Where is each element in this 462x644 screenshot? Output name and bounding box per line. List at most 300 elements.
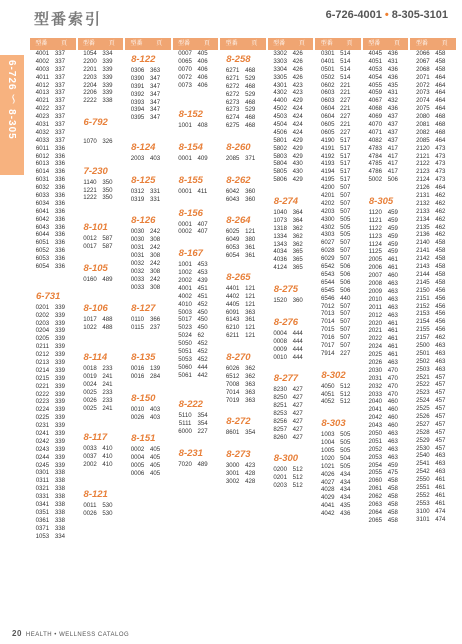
model-number: 0393 [130,98,145,106]
series-heading: 8-300 [273,453,299,465]
page-ref: 459 [387,248,398,256]
model-number: 4033 [35,136,50,144]
page-ref: 339 [54,311,66,319]
index-row [268,474,314,482]
model-number: 2003 [130,155,145,163]
model-number: 2503 [416,365,430,373]
page-ref: 417 [387,144,398,152]
index-row [268,394,314,402]
index-row [30,477,76,485]
page-ref: 338 [54,469,66,477]
page-ref: 361 [245,244,256,252]
page-ref: 463 [387,303,398,311]
index-row [268,176,314,184]
column-header-label: 型番 [35,41,48,47]
series-heading: 8-231 [178,447,203,459]
model-number: 4784 [368,152,383,160]
model-number: 4052 [320,398,335,406]
page-ref: 505 [340,431,351,439]
page-ref: 354 [197,420,208,428]
model-number: 7914 [320,349,335,357]
index-row [410,216,456,224]
page-ref: 427 [292,433,303,441]
model-number: 0001 [178,220,192,228]
model-number [220,204,245,212]
index-row [125,91,171,99]
index-row [220,228,266,236]
page-ref [150,292,171,300]
model-number: 4001 [35,50,50,57]
index-row [30,153,76,161]
model-number: 1123 [368,232,382,240]
side-index-tab[interactable] [0,55,24,175]
index-row [220,260,266,268]
page-ref: 459 [387,224,398,232]
page-ref: 405 [149,446,161,454]
model-number: 8601 [225,429,240,437]
model-number: 0395 [130,114,145,122]
page-ref: 468 [435,113,446,121]
model-number: 0201 [35,303,50,311]
index-row [315,406,361,414]
index-row [125,244,171,252]
model-number: 2154 [416,318,430,326]
page-ref: 363 [245,380,256,388]
page-ref: 339 [54,343,66,351]
model-number: 4405 [225,300,240,308]
index-row [410,429,456,437]
page-ref [245,340,266,348]
page-ref: 429 [292,97,303,105]
model-number: 8230 [273,386,287,394]
index-row [268,217,314,225]
page-ref: 461 [387,327,398,335]
page-ref [150,204,171,212]
series-heading: 8-302 [321,369,346,381]
index-row [410,279,456,287]
page-ref: 458 [387,493,398,501]
index-row [410,374,456,382]
page-ref: 461 [387,335,398,343]
model-number: 4011 [35,73,49,81]
index-row [363,414,409,422]
model-number: 4082 [368,136,383,144]
column-header-label: 型番 [82,41,95,47]
model-number: 4400 [273,97,287,105]
page-ref: 517 [340,136,351,144]
index-row [363,469,409,477]
index-row [173,420,219,428]
model-number: 2529 [416,436,430,444]
model-number: 2203 [83,73,97,81]
page-ref [245,130,266,138]
page-ref: 337 [54,105,66,113]
model-number: 0010 [130,405,145,413]
model-number [268,442,293,450]
page-ref: 450 [197,316,208,324]
index-row [363,493,409,501]
page-ref [102,130,123,138]
model-number: 2074 [416,97,430,105]
model-number: 2521 [416,373,430,381]
model-number [363,184,388,192]
model-number: 2121 [416,152,430,160]
page-ref: 468 [245,122,256,130]
index-row [78,340,124,348]
model-number: 2524 [416,397,430,405]
page-ref: 506 [340,286,351,294]
model-number: 0351 [35,508,50,516]
page-ref: 463 [435,365,446,373]
model-number: 4023 [35,113,50,121]
page-ref: 507 [340,334,351,342]
page-ref: 336 [54,144,66,152]
index-row [363,517,409,525]
page-ref: 326 [102,138,113,146]
model-number: 6143 [225,316,240,324]
model-number: 2053 [368,453,383,461]
index-row [410,231,456,239]
page-ref: 474 [435,507,446,515]
page-ref: 362 [245,365,256,373]
page-ref: 452 [197,348,208,356]
page-ref [102,210,123,218]
index-row [173,97,219,105]
index-row [315,255,361,263]
model-number: 6054 [225,252,240,260]
page-ref: 233 [102,396,113,404]
model-number: 7019 [225,396,240,404]
index-row [268,105,314,113]
page-ref: 444 [292,329,303,337]
page-ref: 460 [387,414,398,422]
model-number: 6033 [35,192,50,200]
index-row [125,316,171,324]
index-row [78,324,124,332]
page-ref: 432 [387,97,398,105]
index-row [173,130,219,138]
page-ref: 339 [54,374,66,382]
index-row [410,129,456,137]
index-row [30,184,76,192]
model-number: 0033 [130,283,145,291]
index-row [363,398,409,406]
index-row [268,58,314,66]
index-row [268,225,314,233]
index-row [315,145,361,153]
column-header-label: 型番 [225,41,238,47]
page-ref: 339 [54,303,66,311]
index-row [78,412,124,420]
index-row [363,113,409,121]
model-number: 2206 [83,89,97,97]
model-number: 4026 [320,470,335,478]
page-ref: 470 [387,374,398,382]
model-number: 0017 [83,243,97,251]
index-row [173,348,219,356]
index-row [315,153,361,161]
model-number: 1002 [178,269,192,277]
page-ref: 456 [435,318,446,326]
page-title: 型番索引 [34,11,103,28]
model-number: 1001 [178,261,192,269]
index-row [220,332,266,340]
model-number: 0212 [35,351,50,359]
page-ref: 463 [435,468,446,476]
page-ref: 463 [387,437,398,445]
series-heading: 8-277 [273,373,299,385]
model-number: 6042 [35,215,50,223]
index-row [363,97,409,105]
page-ref [102,412,123,420]
series-heading: 8-273 [226,449,251,461]
page-ref: 339 [54,406,66,414]
model-number [220,437,245,445]
model-number: 1120 [368,209,382,217]
index-row [220,340,266,348]
model-number: 0222 [35,390,50,398]
index-row [363,501,409,509]
page-ref: 475 [387,469,398,477]
model-number: 0008 [273,337,287,345]
model-number: 4032 [35,128,50,136]
page-ref: 339 [102,81,113,89]
index-row [363,438,409,446]
column-header-label: 頁 [394,41,401,47]
index-row [173,228,219,236]
model-number [220,163,245,171]
page-ref: 507 [340,341,351,349]
page-ref: 242 [149,244,161,252]
model-number: 2500 [416,341,430,349]
model-number: 2055 [368,469,383,477]
index-row [220,236,266,244]
index-row [363,454,409,462]
index-row [220,316,266,324]
page-ref: 338 [54,485,66,493]
index-row [220,91,266,99]
index-row [78,97,124,105]
series-heading: 8-122 [131,54,156,65]
page-ref: 336 [54,223,66,231]
model-number: 6053 [35,255,50,263]
index-row [315,447,361,455]
model-number: 2033 [368,390,383,398]
index-row [363,168,409,176]
index-row [315,383,361,391]
column-header [78,38,124,50]
model-number: 2061 [368,485,383,493]
series-heading: 8-275 [273,284,299,296]
page-ref: 363 [245,388,256,396]
index-row [315,295,361,303]
index-row [78,510,124,518]
index-row [173,261,219,269]
model-number: 1140 [83,178,97,186]
index-row [363,217,409,225]
index-row [410,381,456,389]
page-ref: 457 [435,405,446,413]
page-ref: 336 [54,255,66,263]
index-row [30,525,76,533]
index-row [410,239,456,247]
page-ref: 456 [435,286,446,294]
model-number: 0011 [83,501,97,509]
model-number [220,260,245,268]
page-ref: 507 [340,310,351,318]
index-row [363,343,409,351]
page-ref: 442 [197,371,208,379]
index-row [268,97,314,105]
page-ref [293,184,314,192]
model-number: 1017 [83,316,97,324]
index-row [78,146,124,154]
page-ref: 336 [54,215,66,223]
model-number [173,436,198,444]
page-ref: 530 [102,509,113,517]
page-ref: 417 [387,160,398,168]
index-row [410,350,456,358]
model-number: 0301 [320,50,335,57]
page-ref: 347 [149,74,161,82]
page-ref [150,130,171,138]
series-heading: 8-152 [178,109,203,121]
index-row [268,264,314,272]
page-ref: 507 [340,326,351,334]
model-number: 4031 [35,121,50,129]
page-ref: 121 [245,300,256,308]
model-number: 2527 [416,420,430,428]
range-end: 8-305-3101 [391,9,448,21]
model-number: 2553 [416,499,430,507]
index-row [30,200,76,208]
series-heading: 8-101 [83,222,108,234]
page-ref: 336 [54,231,66,239]
page-ref: 430 [292,168,303,176]
page-ref: 517 [340,176,351,184]
page-ref: 459 [387,216,398,224]
page-ref: 458 [435,50,446,57]
index-row [30,304,76,312]
index-row [315,326,361,334]
index-row [173,277,219,285]
page-ref [245,405,266,413]
page-ref: 440 [340,294,351,302]
index-row [315,168,361,176]
index-row [78,381,124,389]
model-number: 3002 [225,477,240,485]
page-ref: 308 [149,267,161,275]
model-number: 2522 [416,381,430,389]
model-number: 2005 [368,256,383,264]
index-row [173,324,219,332]
index-row [410,168,456,176]
model-number [220,130,245,138]
page-ref: 121 [245,324,256,332]
model-number: 6013 [35,160,50,168]
index-row [363,225,409,233]
page-ref: 462 [435,192,446,200]
model-number: 0391 [130,82,145,90]
page-ref [198,97,219,105]
index-row [125,228,171,236]
model-number: 0110 [130,316,145,324]
page-ref: 464 [435,89,446,97]
page-ref: 336 [54,207,66,215]
index-row [315,231,361,239]
index-row [363,359,409,367]
model-number: 4124 [273,264,287,272]
page-ref: 339 [102,73,113,81]
model-number: 2502 [416,357,430,365]
model-number: 4300 [320,215,335,223]
index-row [363,367,409,375]
page-ref: 350 [102,186,113,194]
index-row [78,235,124,243]
model-number: 0502 [320,73,335,81]
model-number: 4201 [320,192,335,200]
model-number [125,340,150,348]
model-number: 4042 [320,510,335,518]
page-ref: 529 [245,74,256,82]
model-number: 0224 [35,406,50,414]
model-number: 1121 [368,216,382,224]
index-row [78,420,124,428]
page-ref [102,202,123,210]
page-ref: 227 [340,128,351,136]
model-number: 4002 [35,57,50,65]
model-number: 4051 [320,390,335,398]
page-ref: 336 [54,184,66,192]
index-row [410,310,456,318]
page-ref: 463 [387,453,398,461]
model-number: 0361 [35,516,50,524]
model-number: 8257 [273,425,287,433]
page-ref: 434 [340,470,351,478]
page-ref: 464 [435,136,446,144]
page-ref: 463 [387,287,398,295]
model-number: 3305 [273,73,287,81]
index-row [268,241,314,249]
model-number: 0214 [35,366,50,374]
index-row [410,326,456,334]
page-ref: 461 [435,499,446,507]
column-header-label: 頁 [61,41,68,47]
page-ref: 437 [387,128,398,136]
model-number: 2157 [416,334,430,342]
series-heading: 8-262 [226,174,251,186]
model-number: 0602 [320,81,335,89]
model-number: 2071 [416,73,430,81]
model-number: 2042 [368,414,383,422]
model-number: 1343 [273,240,287,248]
model-number: 2542 [416,468,430,476]
index-row [363,74,409,82]
page-ref: 473 [435,160,446,168]
page-ref: 459 [387,232,398,240]
index-row [30,335,76,343]
page-ref: 424 [292,113,303,121]
index-row [268,426,314,434]
page-ref: 427 [292,417,303,425]
model-number: 2134 [416,215,430,223]
index-row [173,221,219,229]
model-number: 6014 [35,168,50,176]
index-row [268,442,314,450]
model-number: 0030 [130,228,145,236]
model-number: 4003 [35,65,50,73]
index-row [30,97,76,105]
